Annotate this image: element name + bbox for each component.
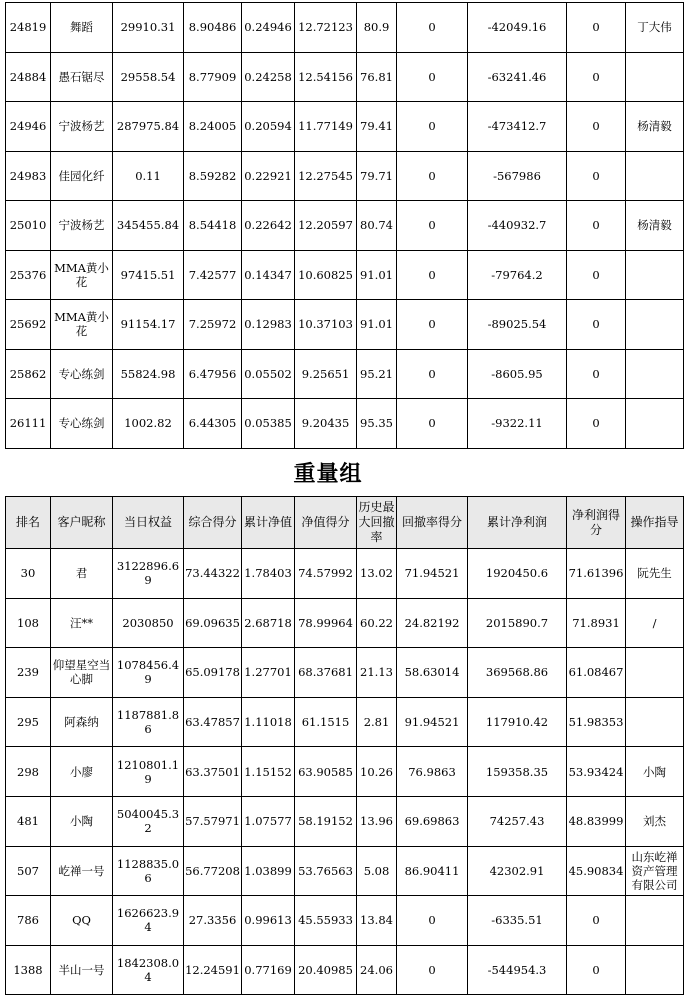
header-max-drawdown: 历史最大回撤率 xyxy=(357,497,397,549)
cell-rank: 786 xyxy=(6,896,51,946)
cell-profit-score: 71.61396 xyxy=(567,549,626,599)
cell-guidance xyxy=(626,151,684,201)
cell-rank: 25376 xyxy=(6,250,51,300)
cell-nav: 0.14347 xyxy=(242,250,295,300)
cell-total-score: 63.37501 xyxy=(184,747,242,797)
cell-rank: 239 xyxy=(6,648,51,698)
table-row xyxy=(6,697,684,747)
cell-max-drawdown: 13.96 xyxy=(357,796,397,846)
cell-max-drawdown: 95.35 xyxy=(357,399,397,449)
cell-guidance: 山东屹禅资产管理有限公司 xyxy=(626,846,684,896)
cell-rank: 24884 xyxy=(6,52,51,102)
cell-guidance xyxy=(626,300,684,350)
cell-net-profit: -63241.46 xyxy=(468,52,567,102)
cell-drawdown-score: 0 xyxy=(397,3,468,53)
cell-nickname: 宁波杨艺 xyxy=(51,201,113,251)
cell-nav-score: 9.25651 xyxy=(295,349,357,399)
cell-nickname: 舞蹈 xyxy=(51,3,113,53)
cell-equity: 287975.84 xyxy=(113,102,184,152)
cell-equity: 29558.54 xyxy=(113,52,184,102)
cell-nickname: 佳园化纤 xyxy=(51,151,113,201)
header-profit-score: 净利润得分 xyxy=(567,497,626,549)
cell-guidance xyxy=(626,945,684,995)
cell-profit-score: 45.90834 xyxy=(567,846,626,896)
cell-total-score: 12.24591 xyxy=(184,945,242,995)
cell-max-drawdown: 24.06 xyxy=(357,945,397,995)
cell-nav: 2.68718 xyxy=(242,598,295,648)
cell-drawdown-score: 0 xyxy=(397,300,468,350)
cell-nickname: MMA黄小花 xyxy=(51,300,113,350)
cell-rank: 108 xyxy=(6,598,51,648)
cell-profit-score: 0 xyxy=(567,201,626,251)
cell-nav: 0.05502 xyxy=(242,349,295,399)
cell-equity: 55824.98 xyxy=(113,349,184,399)
cell-nav: 0.77169 xyxy=(242,945,295,995)
cell-net-profit: -42049.16 xyxy=(468,3,567,53)
cell-guidance: 杨清毅 xyxy=(626,102,684,152)
cell-total-score: 63.47857 xyxy=(184,697,242,747)
cell-profit-score: 71.8931 xyxy=(567,598,626,648)
cell-rank: 1388 xyxy=(6,945,51,995)
cell-nav-score: 61.1515 xyxy=(295,697,357,747)
cell-guidance: / xyxy=(626,598,684,648)
table-row xyxy=(6,747,684,797)
cell-max-drawdown: 79.41 xyxy=(357,102,397,152)
cell-rank: 295 xyxy=(6,697,51,747)
cell-net-profit: 42302.91 xyxy=(468,846,567,896)
cell-total-score: 56.77208 xyxy=(184,846,242,896)
cell-drawdown-score: 0 xyxy=(397,896,468,946)
cell-total-score: 8.59282 xyxy=(184,151,242,201)
cell-nav: 0.24258 xyxy=(242,52,295,102)
cell-nav-score: 78.99964 xyxy=(295,598,357,648)
header-nav: 累计净值 xyxy=(242,497,295,549)
cell-max-drawdown: 80.74 xyxy=(357,201,397,251)
cell-nav-score: 12.20597 xyxy=(295,201,357,251)
heavy-group-table xyxy=(5,496,684,995)
cell-equity: 1002.82 xyxy=(113,399,184,449)
cell-max-drawdown: 2.81 xyxy=(357,697,397,747)
cell-nav-score: 9.20435 xyxy=(295,399,357,449)
cell-nickname: 半山一号 xyxy=(51,945,113,995)
cell-rank: 30 xyxy=(6,549,51,599)
cell-drawdown-score: 0 xyxy=(397,102,468,152)
cell-net-profit: 369568.86 xyxy=(468,648,567,698)
table-row xyxy=(6,349,684,399)
cell-total-score: 8.77909 xyxy=(184,52,242,102)
cell-nav: 1.27701 xyxy=(242,648,295,698)
table-row xyxy=(6,3,684,53)
cell-net-profit: -9322.11 xyxy=(468,399,567,449)
cell-net-profit: -89025.54 xyxy=(468,300,567,350)
cell-nav-score: 58.19152 xyxy=(295,796,357,846)
cell-nickname: 小陶 xyxy=(51,796,113,846)
cell-nav-score: 12.54156 xyxy=(295,52,357,102)
header-guidance: 操作指导 xyxy=(626,497,684,549)
header-rank: 排名 xyxy=(6,497,51,549)
header-nav-score: 净值得分 xyxy=(295,497,357,549)
cell-total-score: 6.44305 xyxy=(184,399,242,449)
cell-nav: 1.07577 xyxy=(242,796,295,846)
cell-net-profit: -79764.2 xyxy=(468,250,567,300)
cell-total-score: 6.47956 xyxy=(184,349,242,399)
table-row xyxy=(6,648,684,698)
cell-net-profit: -6335.51 xyxy=(468,896,567,946)
cell-equity: 1626623.94 xyxy=(113,896,184,946)
cell-equity: 1210801.19 xyxy=(113,747,184,797)
cell-nav-score: 12.72123 xyxy=(295,3,357,53)
cell-nav-score: 11.77149 xyxy=(295,102,357,152)
table-row xyxy=(6,102,684,152)
cell-equity: 1128835.06 xyxy=(113,846,184,896)
cell-profit-score: 0 xyxy=(567,250,626,300)
cell-drawdown-score: 0 xyxy=(397,151,468,201)
table-header-row xyxy=(6,497,684,549)
cell-profit-score: 0 xyxy=(567,399,626,449)
cell-max-drawdown: 79.71 xyxy=(357,151,397,201)
cell-drawdown-score: 0 xyxy=(397,349,468,399)
cell-equity: 2030850 xyxy=(113,598,184,648)
cell-nickname: 专心练剑 xyxy=(51,349,113,399)
header-net-profit: 累计净利润 xyxy=(468,497,567,549)
cell-nav-score: 20.40985 xyxy=(295,945,357,995)
table-row xyxy=(6,250,684,300)
cell-total-score: 8.24005 xyxy=(184,102,242,152)
cell-guidance: 阮先生 xyxy=(626,549,684,599)
cell-nav: 0.24946 xyxy=(242,3,295,53)
table-row xyxy=(6,896,684,946)
cell-drawdown-score: 86.90411 xyxy=(397,846,468,896)
cell-drawdown-score: 24.82192 xyxy=(397,598,468,648)
cell-drawdown-score: 76.9863 xyxy=(397,747,468,797)
cell-rank: 481 xyxy=(6,796,51,846)
cell-drawdown-score: 91.94521 xyxy=(397,697,468,747)
cell-guidance xyxy=(626,896,684,946)
cell-max-drawdown: 80.9 xyxy=(357,3,397,53)
cell-equity: 1187881.86 xyxy=(113,697,184,747)
cell-nav: 0.20594 xyxy=(242,102,295,152)
cell-rank: 298 xyxy=(6,747,51,797)
cell-nickname: QQ xyxy=(51,896,113,946)
cell-profit-score: 0 xyxy=(567,151,626,201)
cell-max-drawdown: 95.21 xyxy=(357,349,397,399)
cell-max-drawdown: 10.26 xyxy=(357,747,397,797)
header-equity: 当日权益 xyxy=(113,497,184,549)
cell-net-profit: -567986 xyxy=(468,151,567,201)
cell-max-drawdown: 5.08 xyxy=(357,846,397,896)
cell-guidance: 小陶 xyxy=(626,747,684,797)
table-row xyxy=(6,399,684,449)
cell-nav: 0.99613 xyxy=(242,896,295,946)
cell-guidance xyxy=(626,697,684,747)
cell-drawdown-score: 0 xyxy=(397,52,468,102)
cell-nav-score: 63.90585 xyxy=(295,747,357,797)
cell-nav-score: 74.57992 xyxy=(295,549,357,599)
section-title: 重量组 xyxy=(293,461,363,487)
cell-net-profit: -544954.3 xyxy=(468,945,567,995)
cell-rank: 25862 xyxy=(6,349,51,399)
table-row xyxy=(6,549,684,599)
cell-net-profit: 1920450.6 xyxy=(468,549,567,599)
cell-total-score: 27.3356 xyxy=(184,896,242,946)
cell-total-score: 73.44322 xyxy=(184,549,242,599)
cell-profit-score: 0 xyxy=(567,349,626,399)
cell-rank: 24946 xyxy=(6,102,51,152)
cell-rank: 507 xyxy=(6,846,51,896)
cell-net-profit: 2015890.7 xyxy=(468,598,567,648)
cell-nickname: 君 xyxy=(51,549,113,599)
cell-nav-score: 10.37103 xyxy=(295,300,357,350)
cell-total-score: 69.09635 xyxy=(184,598,242,648)
cell-equity: 345455.84 xyxy=(113,201,184,251)
cell-nav-score: 12.27545 xyxy=(295,151,357,201)
table-row xyxy=(6,151,684,201)
cell-profit-score: 0 xyxy=(567,945,626,995)
cell-nav: 0.12983 xyxy=(242,300,295,350)
cell-profit-score: 51.98353 xyxy=(567,697,626,747)
cell-net-profit: -473412.7 xyxy=(468,102,567,152)
cell-max-drawdown: 13.84 xyxy=(357,896,397,946)
cell-profit-score: 48.83999 xyxy=(567,796,626,846)
cell-profit-score: 0 xyxy=(567,300,626,350)
cell-nav: 1.03899 xyxy=(242,846,295,896)
cell-max-drawdown: 76.81 xyxy=(357,52,397,102)
cell-max-drawdown: 21.13 xyxy=(357,648,397,698)
cell-guidance xyxy=(626,648,684,698)
cell-net-profit: 74257.43 xyxy=(468,796,567,846)
cell-guidance xyxy=(626,399,684,449)
cell-drawdown-score: 71.94521 xyxy=(397,549,468,599)
cell-total-score: 57.57971 xyxy=(184,796,242,846)
cell-nickname: 宁波杨艺 xyxy=(51,102,113,152)
cell-guidance xyxy=(626,52,684,102)
cell-max-drawdown: 91.01 xyxy=(357,300,397,350)
header-nickname: 客户昵称 xyxy=(51,497,113,549)
cell-nav-score: 45.55933 xyxy=(295,896,357,946)
cell-net-profit: 117910.42 xyxy=(468,697,567,747)
cell-drawdown-score: 0 xyxy=(397,399,468,449)
table-row xyxy=(6,945,684,995)
cell-nav: 1.15152 xyxy=(242,747,295,797)
cell-total-score: 8.54418 xyxy=(184,201,242,251)
cell-nav-score: 10.60825 xyxy=(295,250,357,300)
table-row xyxy=(6,846,684,896)
cell-drawdown-score: 58.63014 xyxy=(397,648,468,698)
cell-profit-score: 0 xyxy=(567,896,626,946)
header-drawdown-score: 回撤率得分 xyxy=(397,497,468,549)
table-row xyxy=(6,52,684,102)
cell-rank: 24819 xyxy=(6,3,51,53)
cell-net-profit: 159358.35 xyxy=(468,747,567,797)
cell-net-profit: -440932.7 xyxy=(468,201,567,251)
cell-drawdown-score: 0 xyxy=(397,250,468,300)
cell-rank: 26111 xyxy=(6,399,51,449)
cell-guidance xyxy=(626,250,684,300)
cell-total-score: 7.42577 xyxy=(184,250,242,300)
cell-nickname: 愚石锯尽 xyxy=(51,52,113,102)
cell-profit-score: 0 xyxy=(567,52,626,102)
cell-total-score: 8.90486 xyxy=(184,3,242,53)
cell-equity: 29910.31 xyxy=(113,3,184,53)
cell-nav: 0.22642 xyxy=(242,201,295,251)
cell-profit-score: 0 xyxy=(567,3,626,53)
cell-rank: 24983 xyxy=(6,151,51,201)
cell-drawdown-score: 0 xyxy=(397,201,468,251)
cell-guidance xyxy=(626,349,684,399)
cell-nav: 0.22921 xyxy=(242,151,295,201)
cell-nickname: MMA黄小花 xyxy=(51,250,113,300)
cell-profit-score: 0 xyxy=(567,102,626,152)
cell-nickname: 仰望星空当心脚 xyxy=(51,648,113,698)
table-row xyxy=(6,300,684,350)
cell-max-drawdown: 91.01 xyxy=(357,250,397,300)
cell-drawdown-score: 0 xyxy=(397,945,468,995)
cell-rank: 25010 xyxy=(6,201,51,251)
table-row xyxy=(6,796,684,846)
cell-max-drawdown: 60.22 xyxy=(357,598,397,648)
cell-equity: 0.11 xyxy=(113,151,184,201)
cell-equity: 97415.51 xyxy=(113,250,184,300)
cell-nickname: 屹禅一号 xyxy=(51,846,113,896)
cell-equity: 91154.17 xyxy=(113,300,184,350)
cell-profit-score: 53.93424 xyxy=(567,747,626,797)
cell-equity: 1078456.49 xyxy=(113,648,184,698)
cell-nav-score: 53.76563 xyxy=(295,846,357,896)
cell-total-score: 65.09178 xyxy=(184,648,242,698)
table-row xyxy=(6,598,684,648)
cell-max-drawdown: 13.02 xyxy=(357,549,397,599)
cell-guidance: 杨清毅 xyxy=(626,201,684,251)
cell-nickname: 阿森纳 xyxy=(51,697,113,747)
cell-nickname: 汪** xyxy=(51,598,113,648)
cell-profit-score: 61.08467 xyxy=(567,648,626,698)
cell-equity: 1842308.04 xyxy=(113,945,184,995)
header-total-score: 综合得分 xyxy=(184,497,242,549)
table-row xyxy=(6,201,684,251)
cell-guidance: 刘杰 xyxy=(626,796,684,846)
cell-equity: 3122896.69 xyxy=(113,549,184,599)
previous-group-table xyxy=(5,2,684,449)
cell-guidance: 丁大伟 xyxy=(626,3,684,53)
cell-equity: 5040045.32 xyxy=(113,796,184,846)
cell-nickname: 专心练剑 xyxy=(51,399,113,449)
cell-nav: 0.05385 xyxy=(242,399,295,449)
cell-drawdown-score: 69.69863 xyxy=(397,796,468,846)
cell-net-profit: -8605.95 xyxy=(468,349,567,399)
cell-nav: 1.78403 xyxy=(242,549,295,599)
cell-nav: 1.11018 xyxy=(242,697,295,747)
cell-total-score: 7.25972 xyxy=(184,300,242,350)
cell-nickname: 小廖 xyxy=(51,747,113,797)
cell-rank: 25692 xyxy=(6,300,51,350)
cell-nav-score: 68.37681 xyxy=(295,648,357,698)
